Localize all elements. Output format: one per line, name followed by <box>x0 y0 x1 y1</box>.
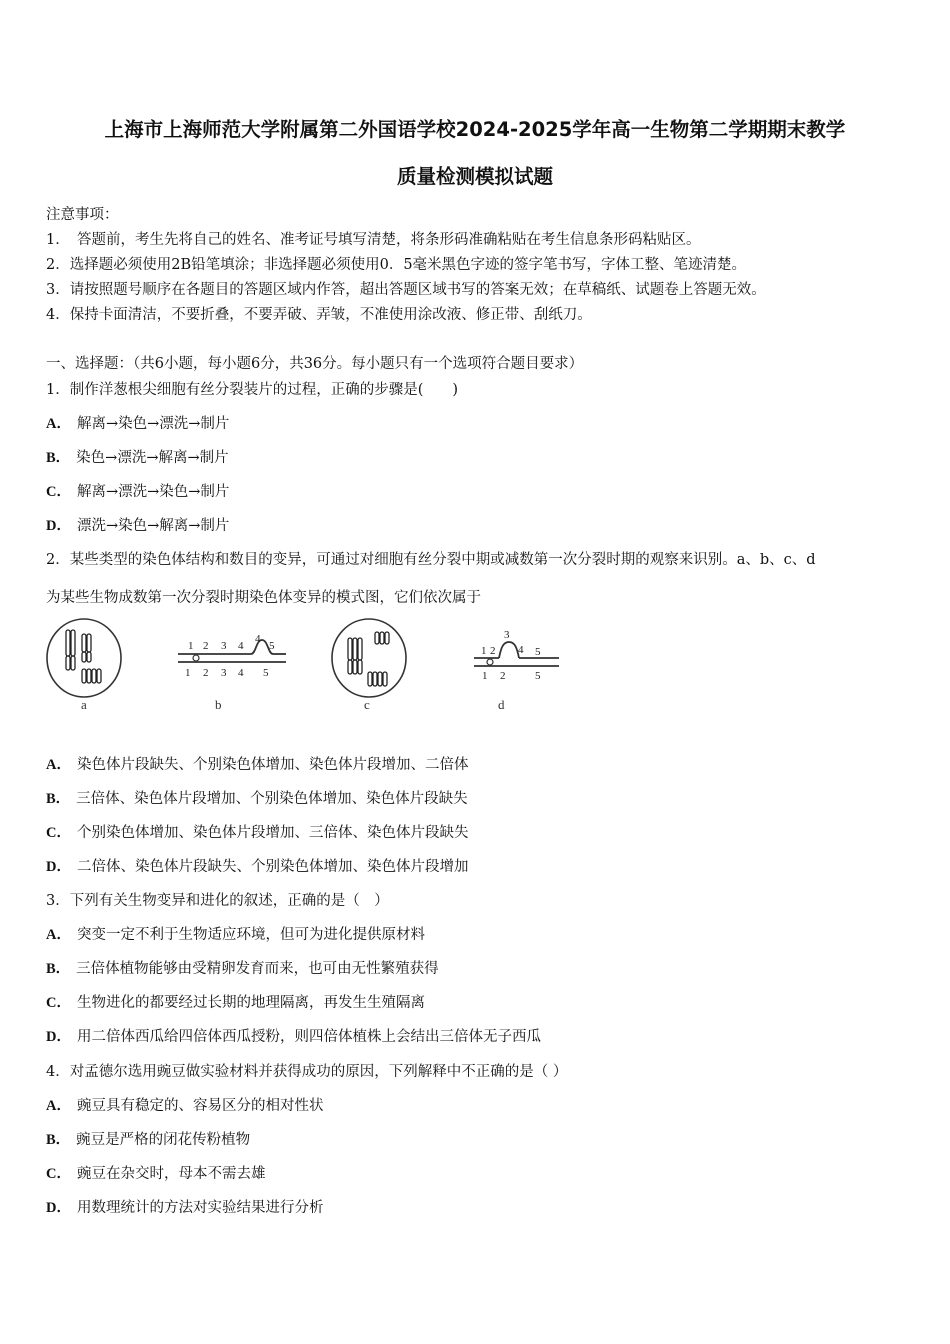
option-a <box>46 753 468 774</box>
option-key: D． <box>46 859 71 875</box>
option-text: 豌豆是严格的闭花传粉植物 <box>76 1132 251 1148</box>
chromosome-b-top-label: 4 <box>255 633 261 645</box>
option-b <box>46 446 229 467</box>
chromosome-d-top-label: 3 <box>504 629 510 641</box>
chromosome-b-bottom-label: 2 <box>203 667 209 679</box>
option-text: 解离→漂洗→染色→制片 <box>76 484 230 500</box>
option-text: 解离→染色→漂洗→制片 <box>76 416 230 432</box>
figure-label-d: d <box>498 697 505 712</box>
notice-item: 3．请按照题号顺序在各题目的答题区域内作答，超出答题区域书写的答案无效；在草稿纸、试题卷上答题无效。 <box>46 282 766 298</box>
option-key: A． <box>46 927 71 943</box>
document-title-line2: 质量检测模拟试题 <box>396 165 553 188</box>
option-c <box>46 1162 265 1183</box>
option-key: A． <box>46 757 71 773</box>
option-key: B． <box>46 450 71 466</box>
chromosome-d-top-label: 4 <box>518 644 524 656</box>
option-key: D． <box>46 1200 71 1216</box>
option-c <box>46 480 229 501</box>
chromosome-b-top-label: 5 <box>269 640 275 652</box>
option-d <box>46 1025 541 1046</box>
chromosome-d-top-label: 2 <box>490 645 496 657</box>
figure-b-chromosome-pair <box>178 633 286 712</box>
option-key: A． <box>46 416 71 432</box>
option-key: C． <box>46 825 71 841</box>
figure-label-c: c <box>364 697 370 712</box>
notice-heading: 注意事项： <box>46 207 119 223</box>
option-text: 突变一定不利于生物适应环境，但可为进化提供原材料 <box>76 927 425 943</box>
option-a <box>46 923 425 944</box>
figure-d-chromosome-pair <box>474 629 559 712</box>
option-b <box>46 1128 250 1149</box>
notice-item: 4．保持卡面清洁，不要折叠，不要弄破、弄皱，不准使用涂改液、修正带、刮纸刀。 <box>46 307 592 323</box>
option-text: 三倍体、染色体片段增加、个别染色体增加、染色体片段缺失 <box>76 791 468 807</box>
option-c <box>46 991 425 1012</box>
chromosome-b-top-label: 4 <box>238 640 244 652</box>
option-text: 二倍体、染色体片段缺失、个别染色体增加、染色体片段增加 <box>76 859 469 875</box>
notice-item: 2．选择题必须使用2B铅笔填涂；非选择题必须使用0．5毫米黑色字迹的签字笔书写，字体工整、笔迹清楚。 <box>46 257 747 273</box>
chromosome-b-top-label: 2 <box>203 640 209 652</box>
option-key: B． <box>46 1132 71 1148</box>
option-text: 染色体片段缺失、个别染色体增加、染色体片段增加、二倍体 <box>76 757 469 773</box>
option-key: D． <box>46 518 71 534</box>
chromosome-b-bottom-label: 1 <box>185 667 191 679</box>
option-key: C． <box>46 995 71 1011</box>
question-stem: 2．某些类型的染色体结构和数目的变异，可通过对细胞有丝分裂中期或减数第一次分裂时期的观察来识别。a、b、c、d <box>46 552 816 568</box>
chromosome-b-top-label: 1 <box>188 640 194 652</box>
option-text: 漂洗→染色→解离→制片 <box>76 518 230 534</box>
document-title-line1: 上海市上海师范大学附属第二外国语学校2024-2025学年高一生物第二学期期末教学 <box>104 118 846 141</box>
option-text: 染色→漂洗→解离→制片 <box>76 450 229 466</box>
chromosome-b-bottom-label: 5 <box>263 667 269 679</box>
option-a <box>46 412 229 433</box>
figure-c-cell <box>332 619 406 712</box>
option-d <box>46 514 229 535</box>
figure-label-b: b <box>215 697 222 712</box>
chromosome-b-top-label: 3 <box>221 640 227 652</box>
option-key: C． <box>46 1166 71 1182</box>
option-text: 个别染色体增加、染色体片段增加、三倍体、染色体片段缺失 <box>76 825 469 841</box>
option-c <box>46 821 468 842</box>
question-stem: 3．下列有关生物变异和进化的叙述，正确的是（ ） <box>46 893 389 909</box>
option-b <box>46 787 468 808</box>
chromosome-d-top-label: 1 <box>481 645 487 657</box>
question-stem: 1．制作洋葱根尖细胞有丝分裂装片的过程，正确的步骤是( ) <box>46 382 459 398</box>
option-text: 豌豆在杂交时，母本不需去雄 <box>76 1166 266 1182</box>
option-b <box>46 957 439 978</box>
option-text: 豌豆具有稳定的、容易区分的相对性状 <box>76 1098 324 1114</box>
option-key: B． <box>46 791 71 807</box>
question-stem: 4．对孟德尔选用豌豆做实验材料并获得成功的原因，下列解释中不正确的是（ ） <box>46 1064 568 1080</box>
option-key: D． <box>46 1029 71 1045</box>
option-text: 用数理统计的方法对实验结果进行分析 <box>76 1200 324 1216</box>
chromosome-d-bottom-label: 5 <box>535 670 541 682</box>
chromosome-d-top-label: 5 <box>535 646 541 658</box>
section-heading: 一、选择题：（共6小题，每小题6分，共36分。每小题只有一个选项符合题目要求） <box>46 356 584 372</box>
option-key: B． <box>46 961 71 977</box>
option-key: C． <box>46 484 71 500</box>
figure-label-a: a <box>81 697 87 712</box>
notice-item: 1． 答题前，考生先将自己的姓名、准考证号填写清楚，将条形码准确粘贴在考生信息条形码粘贴区。 <box>46 232 701 248</box>
chromosome-b-bottom-label: 4 <box>238 667 244 679</box>
option-text: 三倍体植物能够由受精卵发育而来，也可由无性繁殖获得 <box>76 961 439 977</box>
chromosome-d-bottom-label: 1 <box>482 670 488 682</box>
option-text: 生物进化的都要经过长期的地理隔离，再发生生殖隔离 <box>76 995 425 1011</box>
option-d <box>46 1196 323 1217</box>
figure-a-cell <box>47 619 121 712</box>
chromosome-d-bottom-label: 2 <box>500 670 506 682</box>
option-text: 用二倍体西瓜给四倍体西瓜授粉，则四倍体植株上会结出三倍体无子西瓜 <box>76 1029 541 1045</box>
chromosome-b-bottom-label: 3 <box>221 667 227 679</box>
option-key: A． <box>46 1098 71 1114</box>
question-stem-continued: 为某些生物成数第一次分裂时期染色体变异的模式图，它们依次属于 <box>46 590 481 606</box>
chromosome-variation-figure <box>44 612 574 722</box>
option-a <box>46 1094 323 1115</box>
option-d <box>46 855 468 876</box>
